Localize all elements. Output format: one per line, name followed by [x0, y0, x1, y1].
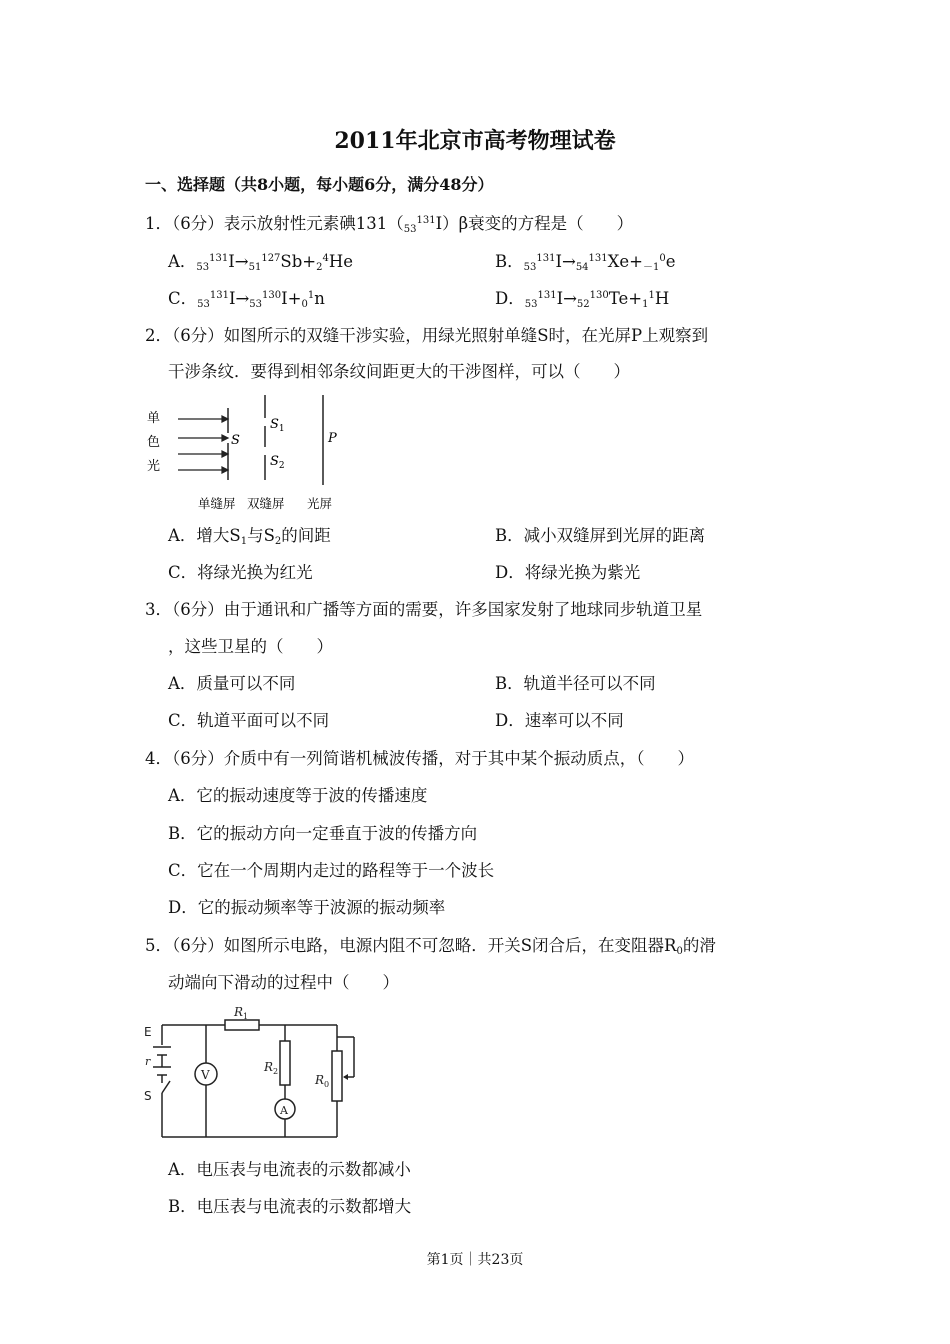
- svg-text:R0: $R_0$: [315, 1073, 330, 1089]
- svg-text:S2: $S_2$: [270, 454, 285, 471]
- question-4-stem: 4．（6分）介质中有一列简谐机械波传播，对于其中某个振动质点，（ ）: [145, 749, 694, 768]
- svg-text:S1: $S_1$: [270, 417, 285, 434]
- question-4-option-a: A．它的振动速度等于波的传播速度: [168, 786, 428, 805]
- question-4-option-d: D．它的振动频率等于波源的振动频率: [168, 898, 446, 917]
- question-4-option-b: B．它的振动方向一定垂直于波的传播方向: [168, 824, 478, 843]
- question-5-stem-line2: 动端向下滑动的过程中（ ）: [168, 973, 399, 992]
- question-5-stem-line1: 5．（6分）如图所示电路，电源内阻不可忽略．开关S闭合后，在变阻器R0的滑: [145, 936, 716, 957]
- question-5-option-a: A．电压表与电流表的示数都减小: [168, 1160, 411, 1179]
- voltmeter-label: V: [201, 1068, 210, 1082]
- svg-text:R1: $R_1$: [234, 1005, 249, 1021]
- question-3-option-b: B．轨道半径可以不同: [495, 674, 656, 693]
- page-title: 2011年北京市高考物理试卷: [334, 128, 616, 154]
- question-2-option-d: D．将绿光换为紫光: [495, 563, 641, 582]
- label-light-screen: 光屏: [307, 496, 333, 511]
- circuit-figure: [140, 1005, 365, 1145]
- question-2-option-c: C．将绿光换为红光: [168, 563, 313, 582]
- light-char-2: 色: [147, 435, 161, 450]
- question-3-stem-line2: ，这些卫星的（ ）: [168, 637, 333, 656]
- label-s: S: [144, 1089, 152, 1103]
- section-heading: 一、选择题（共8小题，每小题6分，满分48分）: [145, 175, 494, 194]
- question-3-option-c: C．轨道平面可以不同: [168, 711, 330, 730]
- question-2-stem-line1: 2．（6分）如图所示的双缝干涉实验，用绿光照射单缝S时，在光屏P上观察到: [145, 326, 709, 345]
- label-double-slit-screen: 双缝屏: [247, 496, 285, 511]
- question-1-option-c: C．$53^{131}I\to 53^{130}I+0^1n$: [168, 289, 325, 310]
- label-s1: S: [270, 417, 279, 432]
- label-r2: R: [264, 1060, 274, 1074]
- question-5-option-b: B．电压表与电流表的示数都增大: [168, 1197, 412, 1216]
- label-r: r: [145, 1055, 151, 1068]
- label-single-slit-screen: 单缝屏: [198, 496, 236, 511]
- question-1-option-d: D．$53^{131}I\to 52^{130}Te+1^1H$: [495, 289, 670, 310]
- resistor-r2: [280, 1041, 290, 1085]
- svg-text:R2: $R_2$: [264, 1060, 279, 1076]
- question-2-option-a: A．增大S1与S2的间距: [168, 526, 331, 547]
- ammeter-label: A: [280, 1104, 288, 1117]
- label-r1: R: [234, 1005, 244, 1019]
- label-e: E: [144, 1025, 152, 1039]
- rheostat-r0: [332, 1051, 342, 1101]
- question-3-stem-line1: 3．（6分）由于通讯和广播等方面的需要，许多国家发射了地球同步轨道卫星: [145, 600, 703, 619]
- label-s: S: [231, 433, 240, 448]
- resistor-r1: [225, 1020, 259, 1030]
- light-char-3: 光: [147, 459, 161, 474]
- question-3-option-d: D．速率可以不同: [495, 711, 624, 730]
- label-s2: S: [270, 454, 279, 469]
- question-2-option-b: B．减小双缝屏到光屏的距离: [495, 526, 706, 545]
- label-p: P: [328, 431, 337, 446]
- question-1-option-a: A．$53^{131}I\to 51^{127}Sb+2^4He$: [168, 252, 354, 273]
- light-char-1: 单: [147, 411, 161, 426]
- double-slit-figure: [140, 390, 360, 515]
- question-2-stem-line2: 干涉条纹．要得到相邻条纹间距更大的干涉图样，可以（ ）: [168, 362, 630, 381]
- label-r0: R: [315, 1073, 325, 1087]
- page-footer: 第1页｜共23页: [426, 1252, 524, 1268]
- question-1-stem: 1．（6分）表示放射性元素碘$131(53^{131}I)\beta$衰变的方程是（ ）: [145, 214, 634, 235]
- question-4-option-c: C．它在一个周期内走过的路程等于一个波长: [168, 861, 495, 880]
- question-1-option-b: B．$53^{131}I\to 54^{131}Xe+-1^0e$: [495, 252, 676, 273]
- question-3-option-a: A．质量可以不同: [168, 674, 296, 693]
